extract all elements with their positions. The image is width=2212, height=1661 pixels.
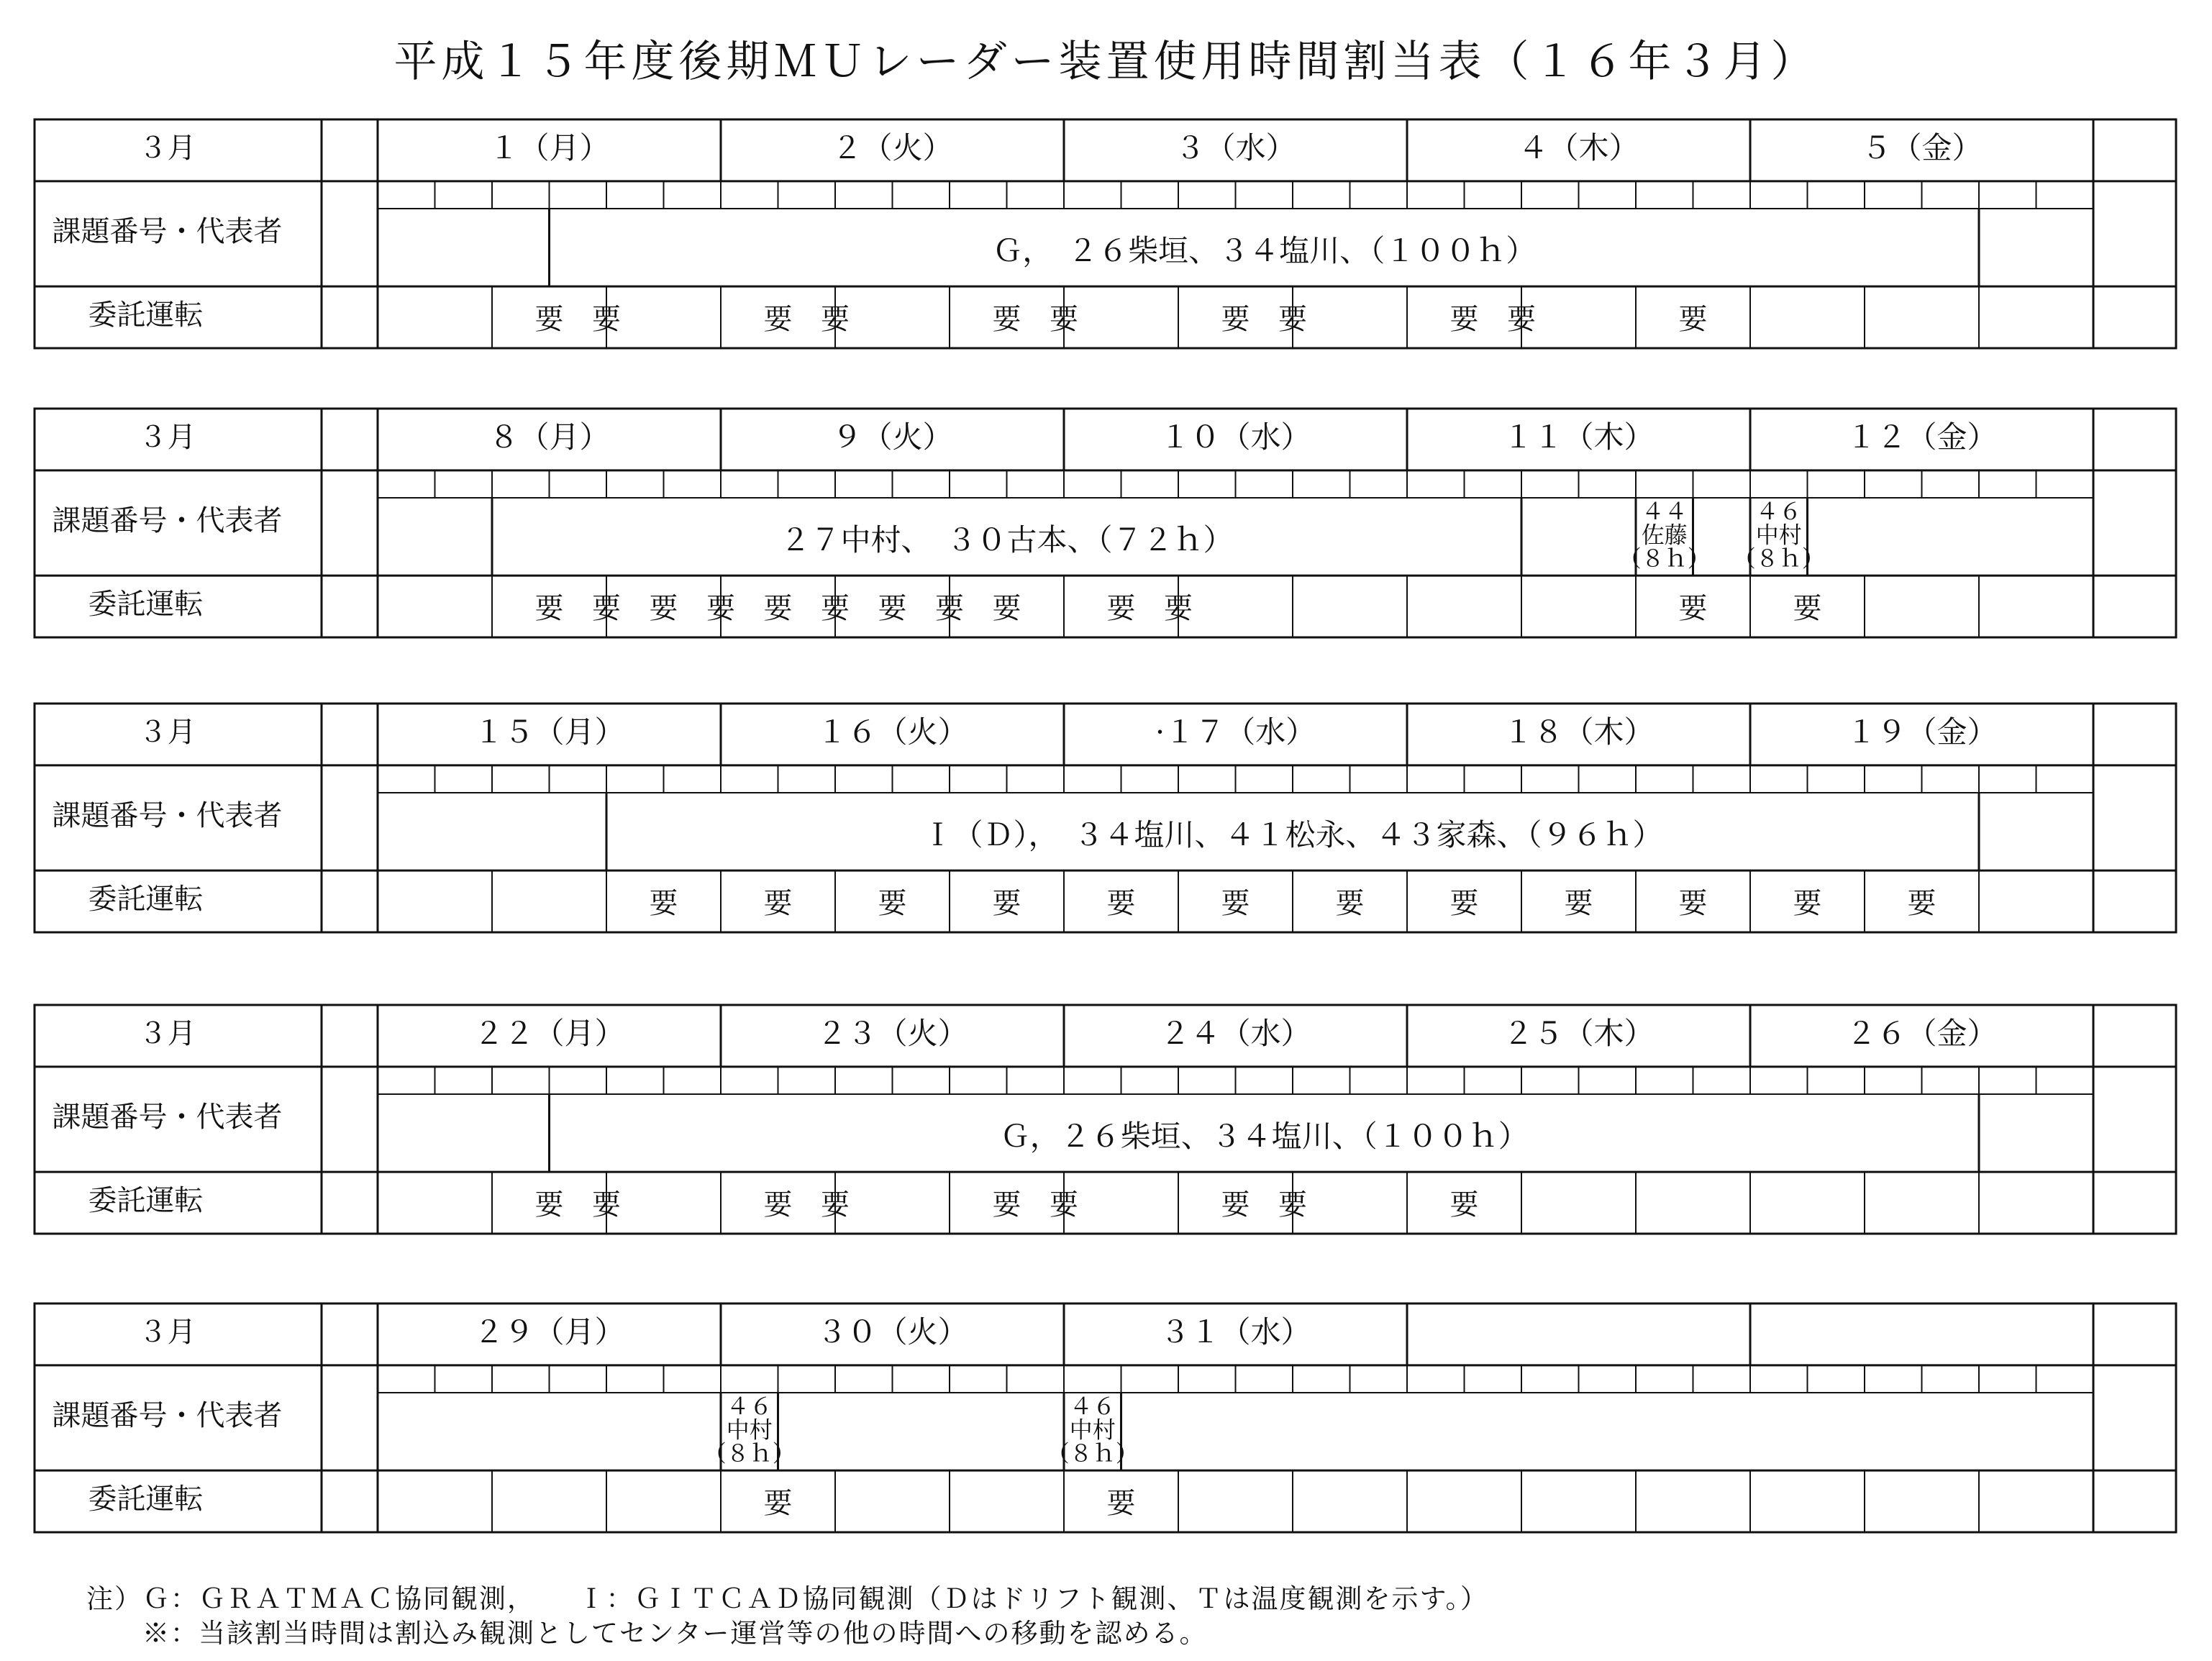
required-mark: 要	[592, 303, 621, 337]
assignment-text: ４４	[1641, 497, 1688, 525]
required-mark: 要	[821, 303, 850, 337]
day-header: ４（木）	[1518, 129, 1639, 165]
required-mark: 要	[1221, 1188, 1250, 1222]
commission-label: 委託運転	[88, 883, 204, 916]
required-mark: 要	[1106, 592, 1136, 626]
task-label: 課題番号・代表者	[52, 215, 283, 248]
required-mark: 要	[1678, 592, 1708, 626]
required-mark: 要	[592, 1188, 621, 1222]
required-mark: 要	[1507, 303, 1536, 337]
commission-label: 委託運転	[88, 299, 204, 332]
required-mark: 要	[649, 887, 678, 921]
assignment-text: 佐藤	[1641, 521, 1688, 549]
required-mark: 要	[534, 303, 564, 337]
day-header: ２３（火）	[816, 1015, 968, 1051]
required-mark: 要	[592, 592, 621, 626]
assignment-text: Ｇ， ２６柴垣、３４塩川、（１００ｈ）	[992, 233, 1537, 269]
assignment-text: （８ｈ）	[1046, 1439, 1139, 1467]
day-header: ２９（月）	[473, 1314, 625, 1350]
day-header: １０（水）	[1160, 419, 1311, 455]
day-header: ３０（火）	[816, 1314, 968, 1350]
day-header: １１（木）	[1503, 419, 1655, 455]
required-mark: 要	[1221, 303, 1250, 337]
assignment-text: ４６	[1069, 1392, 1116, 1420]
task-label: 課題番号・代表者	[52, 504, 283, 537]
assignment-text: ２７中村、 ３０古本、（７２ｈ）	[780, 522, 1234, 558]
required-mark: 要	[821, 592, 850, 626]
transfer-note: ※：当該割当時間は割込み観測としてセンター運営等の他の時間への移動を認める。	[86, 1618, 1208, 1649]
required-mark: 要	[1678, 303, 1708, 337]
required-mark: 要	[878, 887, 907, 921]
day-header: ３１（水）	[1160, 1314, 1311, 1350]
required-mark: 要	[1678, 887, 1708, 921]
required-mark: 要	[763, 1487, 793, 1521]
month-label: ３月	[138, 1315, 196, 1349]
assignment-text: 中村	[1069, 1416, 1116, 1444]
day-header: ２４（水）	[1160, 1015, 1311, 1051]
task-label: 課題番号・代表者	[52, 1101, 283, 1134]
required-mark: 要	[1564, 887, 1593, 921]
month-label: ３月	[138, 715, 196, 749]
day-header: １９（金）	[1846, 714, 1998, 750]
required-mark: 要	[1278, 303, 1307, 337]
required-mark: 要	[1050, 1188, 1078, 1222]
required-mark: 要	[1907, 887, 1936, 921]
commission-label: 委託運転	[88, 1184, 204, 1218]
required-mark: 要	[1449, 1188, 1479, 1222]
required-mark: 要	[992, 887, 1021, 921]
required-mark: 要	[1050, 303, 1078, 337]
required-mark: 要	[763, 887, 793, 921]
required-mark: 要	[992, 592, 1021, 626]
day-header: ２２（月）	[473, 1015, 625, 1051]
required-mark: 要	[534, 592, 564, 626]
required-mark: 要	[1793, 592, 1822, 626]
commission-label: 委託運転	[88, 588, 204, 622]
day-header: ２６（金）	[1846, 1015, 1998, 1051]
required-mark: 要	[992, 303, 1021, 337]
required-mark: 要	[1221, 887, 1250, 921]
assignment-text: （８ｈ）	[1618, 545, 1711, 573]
month-label: ３月	[138, 1016, 196, 1050]
day-header: ５（金）	[1861, 129, 1983, 165]
assignment-text: 中村	[1755, 521, 1802, 549]
assignment-text: 中村	[726, 1416, 773, 1444]
required-mark: 要	[1106, 1487, 1136, 1521]
assignment-text: Ｉ（Ｄ）， ３４塩川、４１松永、４３家森、（９６ｈ）	[922, 817, 1663, 853]
day-header: ３（水）	[1175, 129, 1296, 165]
legend-note: 注）Ｇ：ＧＲＡＴＭＡＣ協同観測， Ｉ：ＧＩＴＣＡＤ協同観測（Ｄはドリフト観測、Ｔは温度観測を示す。）	[86, 1583, 1489, 1614]
month-label: ３月	[138, 420, 196, 454]
required-mark: 要	[878, 592, 907, 626]
assignment-text: Ｇ，２６柴垣、３４塩川、（１００ｈ）	[999, 1119, 1529, 1155]
assignment-text: （８ｈ）	[1732, 545, 1825, 573]
commission-label: 委託運転	[88, 1483, 204, 1516]
required-mark: 要	[1106, 887, 1136, 921]
required-mark: 要	[763, 1188, 793, 1222]
month-label: ３月	[138, 131, 196, 165]
required-mark: 要	[821, 1188, 850, 1222]
required-mark: 要	[706, 592, 735, 626]
day-header: ８（月）	[488, 419, 610, 455]
day-header: ·１７（水）	[1155, 714, 1316, 750]
day-header: １６（火）	[816, 714, 968, 750]
day-header: １２（金）	[1846, 419, 1998, 455]
required-mark: 要	[1335, 887, 1365, 921]
required-mark: 要	[649, 592, 678, 626]
required-mark: 要	[1449, 303, 1479, 337]
assignment-text: （８ｈ）	[703, 1439, 796, 1467]
required-mark: 要	[763, 303, 793, 337]
required-mark: 要	[1793, 887, 1822, 921]
required-mark: 要	[1164, 592, 1193, 626]
required-mark: 要	[534, 1188, 564, 1222]
day-header: ９（火）	[832, 419, 953, 455]
day-header: １５（月）	[473, 714, 625, 750]
task-label: 課題番号・代表者	[52, 1399, 283, 1432]
day-header: ２５（木）	[1503, 1015, 1655, 1051]
required-mark: 要	[935, 592, 964, 626]
assignment-text: ４６	[1755, 497, 1802, 525]
day-header: ２（火）	[832, 129, 953, 165]
day-header: １（月）	[488, 129, 610, 165]
page-title: 平成１５年度後期ＭＵレーダー装置使用時間割当表（１６年３月）	[393, 37, 1819, 87]
day-header: １８（木）	[1503, 714, 1655, 750]
required-mark: 要	[1449, 887, 1479, 921]
required-mark: 要	[992, 1188, 1021, 1222]
required-mark: 要	[763, 592, 793, 626]
required-mark: 要	[1278, 1188, 1307, 1222]
task-label: 課題番号・代表者	[52, 799, 283, 832]
assignment-text: ４６	[726, 1392, 773, 1420]
